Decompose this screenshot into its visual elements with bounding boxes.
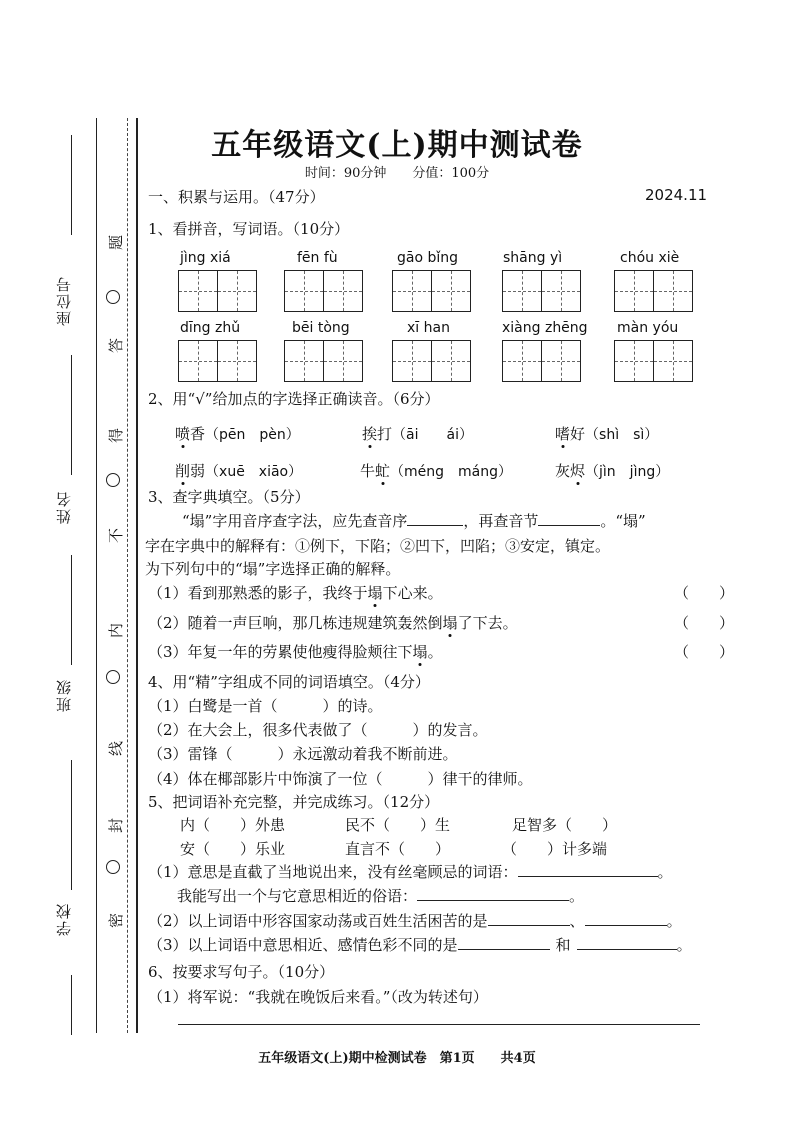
writing-grid[interactable]: [502, 340, 581, 382]
answer-blank[interactable]: [488, 911, 570, 926]
page-title: 五年级语文(上)期中测试卷: [211, 128, 583, 163]
sub-question: [148, 934, 692, 955]
word-text: 好: [570, 425, 586, 443]
pinyin-label: màn yóu: [617, 320, 679, 336]
seal-char: 得: [107, 427, 126, 444]
word-text: 香: [190, 425, 206, 443]
pinyin-options: （xuē xiāo）: [205, 464, 303, 480]
text: 。: [657, 863, 673, 881]
school-label: 学校: [55, 902, 73, 936]
writing-grid[interactable]: [284, 340, 363, 382]
question-text: [182, 510, 646, 531]
pinyin-options: （shì sì）: [585, 427, 659, 443]
text: （2）以上词语中形容国家动荡或百姓生活困苦的是: [148, 912, 488, 930]
word-text: 牛: [360, 462, 376, 480]
dotted-char: 喷: [175, 425, 191, 443]
name-label: 姓名: [55, 490, 73, 524]
text: 、: [569, 912, 585, 930]
seal-char: 线: [107, 740, 126, 757]
question-text: 为下列句中的“塌”字选择正确的解释。: [145, 560, 401, 578]
class-label: 班级: [55, 678, 73, 712]
seal-circle: [106, 860, 120, 874]
pronunciation-item[interactable]: [175, 423, 300, 444]
seal-char: 内: [107, 622, 126, 639]
pinyin-label: gāo bǐng: [397, 250, 459, 266]
text: “塌”字用音序查字法，应先查音序: [182, 512, 408, 530]
pinyin-label: bēi tòng: [292, 320, 350, 336]
fill-item[interactable]: （4）体在椰部影片中饰演了一位（ ）律干的律师。: [148, 770, 533, 788]
pronunciation-item[interactable]: [555, 423, 658, 444]
pinyin-label: fēn fù: [297, 250, 338, 266]
dotted-char: 塌: [412, 643, 428, 661]
seal-dash-line: [127, 118, 128, 1033]
word-text: 弱: [190, 462, 206, 480]
fill-item[interactable]: （1）白鹭是一首（ ）的诗。: [148, 697, 383, 715]
text: 下心来。: [382, 584, 443, 602]
text: 。: [427, 643, 443, 661]
idiom-item[interactable]: （ ）计多端: [502, 840, 608, 858]
pronunciation-item[interactable]: [175, 460, 302, 481]
idiom-item[interactable]: 内（ ）外患: [180, 816, 286, 834]
writing-grid[interactable]: [178, 270, 257, 312]
seal-char: 题: [107, 234, 126, 251]
answer-blank[interactable]: [585, 911, 667, 926]
pinyin-label: shāng yì: [503, 250, 563, 266]
text: 。: [676, 936, 692, 954]
writing-grid[interactable]: [614, 270, 693, 312]
sentence-item: [148, 612, 518, 633]
dotted-char: 塌: [442, 614, 458, 632]
text: 。: [569, 887, 585, 905]
text: 。“塌”: [600, 512, 646, 530]
pinyin-options: （pēn pèn）: [205, 427, 300, 443]
text: （1）看到那熟悉的影子，我终于: [148, 584, 368, 602]
seat-number-label: 座位号: [55, 275, 73, 326]
sub-question: [177, 885, 584, 906]
fill-item[interactable]: （3）雷锋（ ）永远激动着我不断前进。: [148, 745, 458, 763]
idiom-item[interactable]: 直言不（ ）: [345, 840, 451, 858]
pinyin-label: dīng zhǔ: [180, 320, 241, 336]
text: 了下去。: [457, 614, 518, 632]
seal-circle: [106, 670, 120, 684]
page-margin-line: [136, 118, 138, 1033]
seal-char: 密: [107, 912, 126, 929]
question-heading: 4、用“精”字组成不同的词语填空。（4分）: [148, 673, 430, 691]
pinyin-label: xī han: [407, 320, 450, 336]
answer-blank[interactable]: [518, 862, 658, 877]
sub-question: [148, 861, 673, 882]
fill-item[interactable]: （2）在大会上，很多代表做了（ ）的发言。: [148, 721, 488, 739]
pronunciation-item[interactable]: [362, 423, 473, 444]
sub-question: （1）将军说：“我就在晚饭后来看。”（改为转述句）: [148, 988, 488, 1006]
time-score-info: 时间：90分钟 分值：100分: [304, 166, 490, 181]
page-footer: 五年级语文(上)期中检测试卷 第1页 共4页: [258, 1051, 536, 1066]
writing-grid[interactable]: [392, 270, 471, 312]
dotted-char: 虻: [375, 462, 391, 480]
text: （3）年复一年的劳累使他瘦得脸颊往下: [148, 643, 413, 661]
answer-paren[interactable]: （ ）: [674, 584, 735, 602]
binding-line: [71, 975, 72, 1035]
seal-circle: [106, 290, 120, 304]
text: ，再查音节: [463, 512, 539, 530]
answer-blank[interactable]: [577, 935, 677, 950]
dotted-char: 塌: [367, 584, 383, 602]
writing-grid[interactable]: [178, 340, 257, 382]
idiom-item[interactable]: 安（ ）乐业: [180, 840, 286, 858]
pinyin-label: xiàng zhēng: [502, 320, 588, 336]
idiom-item[interactable]: 民不（ ）生: [345, 816, 451, 834]
answer-paren[interactable]: （ ）: [674, 614, 735, 632]
pronunciation-item[interactable]: [360, 460, 512, 481]
dotted-char: 削: [175, 462, 191, 480]
question-heading: 5、把词语补充完整，并完成练习。（12分）: [148, 793, 440, 811]
sub-question: [148, 910, 682, 931]
answer-paren[interactable]: （ ）: [674, 643, 735, 661]
sentence-item: [148, 582, 443, 603]
question-heading: 6、按要求写句子。（10分）: [148, 963, 335, 981]
answer-blank[interactable]: [407, 511, 463, 526]
dotted-char: 嗜: [555, 425, 571, 443]
writing-grid[interactable]: [614, 340, 693, 382]
exam-date: 2024.11: [645, 186, 708, 204]
binding-line: [71, 355, 72, 475]
seal-circle: [106, 473, 120, 487]
writing-grid[interactable]: [284, 270, 363, 312]
writing-grid[interactable]: [502, 270, 581, 312]
pinyin-options: （méng máng）: [390, 464, 513, 480]
section-heading: 一、积累与运用。（47分）: [148, 188, 325, 206]
binding-line: [71, 760, 72, 890]
word-text: 打: [377, 425, 393, 443]
text: （2）随着一声巨响，那几栋违规建筑轰然倒: [148, 614, 443, 632]
pinyin-options: （jìn jìng）: [585, 464, 670, 480]
question-heading: 2、用“√”给加点的字选择正确读音。（6分）: [148, 390, 440, 408]
text: 和: [555, 936, 571, 954]
idiom-item[interactable]: 足智多（ ）: [512, 816, 618, 834]
question-heading: 1、看拼音，写词语。（10分）: [148, 220, 350, 238]
answer-blank[interactable]: [417, 886, 569, 901]
seal-char: 封: [107, 817, 126, 834]
binding-border: [96, 118, 97, 1033]
answer-blank[interactable]: [458, 935, 550, 950]
writing-grid[interactable]: [392, 340, 471, 382]
answer-line[interactable]: [178, 1024, 700, 1025]
text: 。: [666, 912, 682, 930]
seal-char: 不: [107, 527, 126, 544]
text: （3）以上词语中意思相近、感情色彩不同的是: [148, 936, 458, 954]
pinyin-options: （āi ái）: [392, 427, 473, 443]
binding-line: [71, 555, 72, 665]
answer-blank[interactable]: [538, 511, 600, 526]
question-heading: 3、查字典填空。（5分）: [148, 488, 310, 506]
text: （1）意思是直截了当地说出来，没有丝毫顾忌的词语：: [148, 863, 518, 881]
pinyin-label: jìng xiá: [180, 250, 231, 266]
question-text: 字在字典中的解释有：①例下，下陷；②凹下，凹陷；③安定，镇定。: [145, 537, 611, 555]
sentence-item: [148, 641, 443, 662]
text: 我能写出一个与它意思相近的俗语：: [177, 887, 418, 905]
pronunciation-item[interactable]: [555, 460, 669, 481]
dotted-char: 烬: [570, 462, 586, 480]
word-text: 灰: [555, 462, 571, 480]
dotted-char: 挨: [362, 425, 378, 443]
seal-char: 答: [107, 337, 126, 354]
pinyin-label: chóu xiè: [620, 250, 680, 266]
